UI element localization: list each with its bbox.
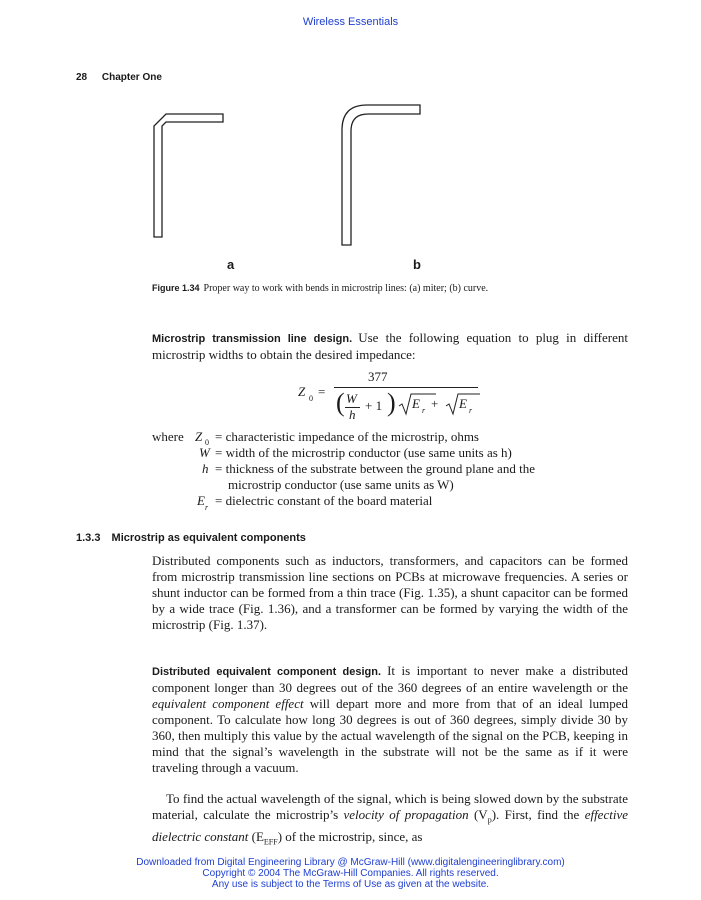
where-intro: where: [152, 429, 184, 444]
eq-h: h: [349, 407, 356, 422]
where-symbol: E: [197, 493, 205, 508]
header-link[interactable]: Wireless Essentials: [302, 16, 399, 28]
where-symbol: Z: [195, 429, 203, 444]
chapter-title: Chapter One: [101, 72, 162, 83]
caption-text: Proper way to work with bends in microstrip lines: (a) miter; (b) curve.: [203, 283, 489, 294]
running-head: [76, 72, 162, 83]
eq-paren-open: (: [336, 388, 345, 417]
where-definition: microstrip conductor (use same units as W): [228, 477, 454, 492]
distributed-text-1: It is important to never make a distributed component longer than 30 degrees out of the 360 degrees of an entire wavelength or the: [152, 663, 628, 695]
where-definition: = thickness of the substrate between the ground plane and the: [215, 461, 535, 476]
eq-Er-1: E: [412, 396, 420, 411]
where-symbol: W: [199, 445, 210, 460]
design-paragraph: [152, 330, 628, 363]
where-sub: 0: [205, 438, 209, 447]
eq-lhs-sub: 0: [309, 394, 313, 403]
where-sub: r: [205, 503, 209, 512]
p2-italic-1: velocity of propagation: [343, 807, 469, 822]
where-definition: = dielectric constant of the board material: [215, 493, 433, 508]
curved-bend: [342, 105, 420, 245]
page-number: 28: [76, 72, 88, 83]
eq-Er-sub-1: r: [422, 406, 426, 415]
p2-text-4: (E: [248, 828, 264, 844]
eq-lhs: Z: [298, 384, 306, 399]
distributed-text-2: will depart more and more from that of an ideal lumped component. To calculate how long 30 degrees is out of 360 degrees, simply divide 30 by 360, then multiply this value by the actual wavelength of the signal on the PCB, keeping in mind that the signal’s wavelength in the substrate will not be the same as if it were traveling through a vacuum.: [152, 696, 628, 775]
section-title: Microstrip as equivalent components: [111, 532, 306, 544]
eq-paren-close: ): [387, 388, 396, 417]
miter-bend: [154, 114, 223, 237]
design-heading: Microstrip transmission line design.: [152, 333, 353, 345]
design-text: Use the following equation to plug in different microstrip widths to obtain the desired impedance:: [152, 330, 628, 362]
wavelength-paragraph: [152, 791, 628, 850]
eq-plus: +: [431, 396, 439, 411]
p2-text-3: ). First, find the: [491, 807, 585, 822]
where-symbol: h: [202, 461, 209, 476]
p2-italic-2: effective dielectric constant: [152, 807, 628, 844]
p2-sub-2: EFF: [263, 837, 278, 847]
eq-numerator: 377: [368, 369, 388, 384]
eq-Er-2: E: [459, 396, 467, 411]
impedance-equation: [298, 369, 488, 424]
where-definition: = characteristic impedance of the microstrip, ohms: [215, 429, 479, 444]
eq-W: W: [346, 391, 357, 406]
eq-fraction-bar: [334, 387, 478, 388]
figure-label-b: b: [413, 257, 421, 272]
distributed-paragraph: [152, 663, 628, 776]
section-heading: [76, 532, 306, 544]
eq-equals: =: [318, 384, 326, 399]
p2-text-5: ) of the microstrip, since, as: [277, 828, 423, 844]
where-definition: = width of the microstrip conductor (use same units as h): [215, 445, 512, 460]
footer-line-1[interactable]: Downloaded from Digital Engineering Library @ McGraw-Hill (www.digitalengineeringlibrary.com): [136, 857, 565, 868]
p2-sub-1: p: [487, 815, 492, 825]
distributed-italic: equivalent component effect: [152, 696, 304, 711]
caption-label: Figure 1.34: [152, 283, 200, 293]
footer-line-3[interactable]: Any use is subject to the Terms of Use as given at the website.: [211, 879, 490, 890]
p2-text-1: To find the actual wavelength of the signal, which is being slowed down by the substrate material, calculate the microstrip’s: [152, 791, 628, 822]
eq-Er-sub-2: r: [469, 406, 473, 415]
section-paragraph: Distributed components such as inductors, transformers, and capacitors can be formed from microstrip transmission line sections on PCBs at microwave frequencies. A series or shunt inductor can be formed from a thin trace (Fig. 1.35), a shunt capacitor can be formed by a wide trace (Fig. 1.36), and a transformer can be formed by varying the width of the microstrip (Fig. 1.37).: [152, 553, 628, 632]
footer-line-2: Copyright © 2004 The McGraw-Hill Companies. All rights reserved.: [202, 868, 499, 879]
section-number: 1.3.3: [76, 532, 101, 544]
p2-text-2: (V: [468, 807, 488, 822]
footer: [0, 857, 701, 890]
figure-label-a: a: [227, 257, 235, 272]
figure-caption: [152, 282, 512, 295]
distributed-heading: Distributed equivalent component design.: [152, 666, 382, 678]
eq-plus-one: + 1: [365, 398, 383, 413]
figure-microstrip-bends: [140, 100, 560, 250]
